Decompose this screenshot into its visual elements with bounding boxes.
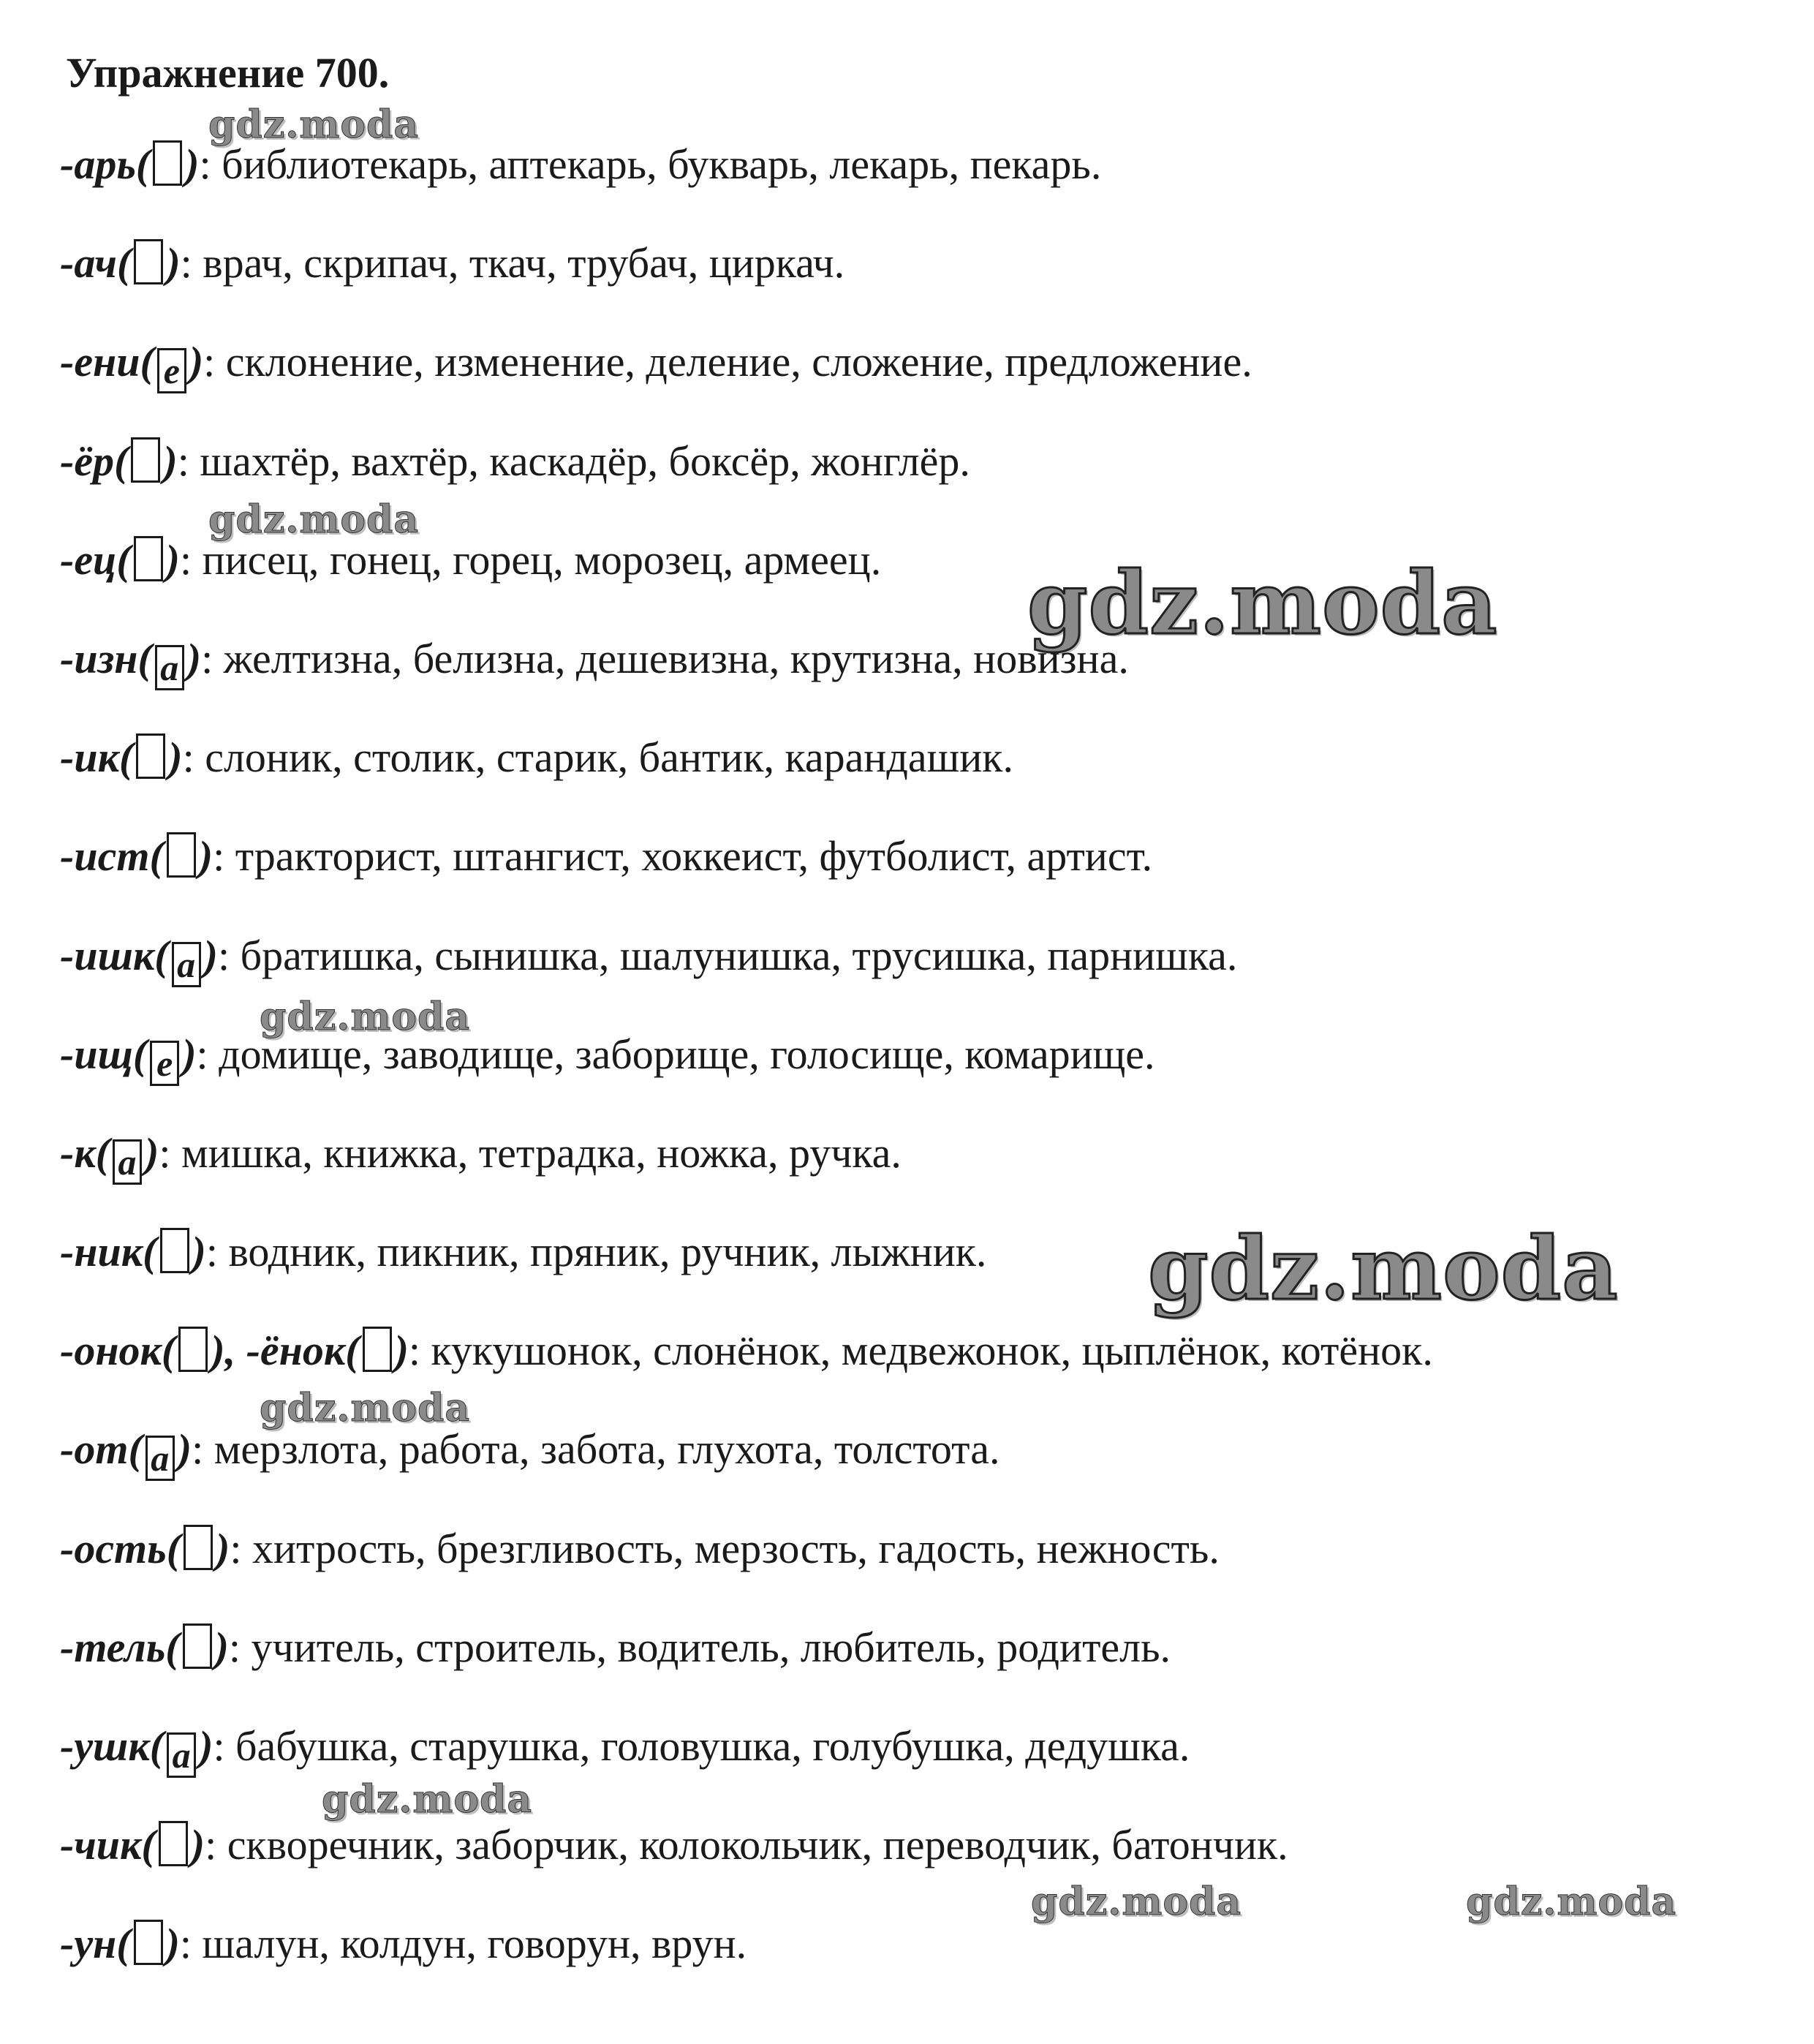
suffix-label: -к — [60, 1128, 96, 1177]
example-words: : врач, скрипач, ткач, трубач, циркач. — [180, 239, 845, 287]
close-paren: ) — [203, 931, 218, 979]
open-paren: ( — [128, 1425, 143, 1474]
example-words: : шалун, колдун, говорун, врун. — [179, 1920, 747, 1968]
suffix-separator: , — [224, 1327, 246, 1375]
open-paren: ( — [117, 239, 132, 287]
suffix-label: -тель — [60, 1623, 166, 1671]
suffix-row — [60, 238, 1785, 336]
close-paren: ) — [177, 1425, 192, 1474]
example-words: : мерзлота, работа, забота, глухота, толстота. — [192, 1425, 1000, 1474]
suffix-label: -онок — [60, 1327, 162, 1375]
example-words: : шахтёр, вахтёр, каскадёр, боксёр, жонглёр. — [177, 437, 970, 485]
suffix-row — [60, 1424, 1785, 1523]
open-paren: ( — [149, 1722, 165, 1770]
watermark: gdz.moda — [1031, 1879, 1242, 1924]
example-words: : хитрость, брезгливость, мерзость, гадость, нежность. — [230, 1524, 1220, 1572]
suffix-label: -ишк — [60, 931, 155, 979]
close-paren: ) — [165, 1920, 180, 1968]
ending-box — [178, 1327, 208, 1372]
close-paren: ) — [211, 1327, 225, 1375]
close-paren: ) — [166, 239, 181, 287]
example-words: : домище, заводище, заборище, голосище, комарище. — [196, 1030, 1155, 1078]
ending-box — [160, 1228, 189, 1273]
open-paren: ( — [116, 1920, 131, 1968]
suffix-row — [60, 139, 1785, 238]
close-paren: ) — [394, 1327, 409, 1375]
close-paren: ) — [168, 733, 183, 782]
close-paren: ) — [189, 338, 204, 386]
suffix-label: -ищ — [60, 1030, 133, 1078]
open-paren: ( — [345, 1327, 360, 1375]
close-paren: ) — [198, 832, 213, 880]
ending-box — [184, 1525, 213, 1570]
suffix-row — [60, 732, 1785, 831]
watermark: gdz.moda — [208, 102, 420, 147]
close-paren: ) — [165, 535, 180, 584]
close-paren: ) — [182, 1030, 197, 1078]
ending-box — [131, 437, 160, 483]
suffix-label: -ун — [60, 1920, 117, 1968]
example-words: : слоник, столик, старик, бантик, карандашик. — [182, 733, 1013, 782]
example-words: : желтизна, белизна, дешевизна, крутизна, новизна. — [201, 634, 1129, 682]
suffix-list — [60, 139, 1785, 2018]
suffix-row — [60, 535, 1785, 633]
open-paren: ( — [135, 140, 151, 188]
suffix-label: -изн — [60, 634, 138, 682]
close-paren: ) — [163, 437, 178, 485]
suffix-label: -ени — [60, 338, 140, 386]
open-paren: ( — [118, 733, 134, 782]
suffix-row — [60, 1721, 1785, 1819]
example-words: : библиотекарь, аптекарь, букварь, лекарь, пекарь. — [199, 140, 1102, 188]
example-words: : тракторист, штангист, хоккеист, футболист, артист. — [213, 832, 1153, 880]
open-paren: ( — [166, 1524, 181, 1572]
close-paren: ) — [192, 1228, 206, 1276]
suffix-label: -арь — [60, 140, 136, 188]
close-paren: ) — [190, 1821, 205, 1869]
open-paren: ( — [140, 338, 154, 386]
open-paren: ( — [137, 634, 152, 682]
suffix-row — [60, 1523, 1785, 1622]
close-paren: ) — [186, 634, 202, 682]
suffix-label: -ик — [60, 733, 119, 782]
suffix-row — [60, 1029, 1785, 1128]
suffix-row — [60, 1128, 1785, 1226]
suffix-row — [60, 1622, 1785, 1721]
ending-box — [363, 1327, 392, 1372]
ending-box — [183, 1623, 212, 1669]
watermark: gdz.moda — [260, 995, 471, 1039]
watermark: gdz.moda — [1027, 552, 1498, 654]
suffix-label: -ёр — [60, 437, 115, 485]
example-words: : склонение, изменение, деление, сложение, предложение. — [203, 338, 1252, 386]
suffix-label: -ушк — [60, 1722, 150, 1770]
ending-box: е — [157, 348, 186, 393]
ending-box — [134, 1920, 163, 1965]
close-paren: ) — [199, 1722, 213, 1770]
watermark: gdz.moda — [1148, 1218, 1619, 1319]
example-words: : скворечник, заборчик, колокольчик, переводчик, батончик. — [205, 1821, 1288, 1869]
exercise-title: Упражнение 700. — [66, 49, 390, 97]
open-paren: ( — [116, 535, 131, 584]
example-words: : кукушонок, слонёнок, медвежонок, цыплёнок, котёнок. — [408, 1327, 1433, 1375]
close-paren: ) — [214, 1623, 229, 1671]
ending-box: а — [155, 645, 184, 690]
watermark: gdz.moda — [208, 497, 420, 542]
ending-box — [167, 832, 196, 878]
watermark: gdz.moda — [322, 1777, 533, 1822]
ending-box: а — [167, 1732, 196, 1778]
open-paren: ( — [149, 832, 164, 880]
example-words: : водник, пикник, пряник, ручник, лыжник. — [205, 1228, 987, 1276]
example-words: : писец, гонец, горец, морозец, армеец. — [179, 535, 882, 584]
open-paren: ( — [161, 1327, 176, 1375]
suffix-label: -ёнок — [246, 1327, 346, 1375]
suffix-label: -чик — [60, 1821, 142, 1869]
suffix-label: -от — [60, 1425, 129, 1474]
ending-box — [159, 1821, 188, 1866]
ending-box: а — [113, 1139, 142, 1185]
close-paren: ) — [185, 140, 200, 188]
ending-box: а — [172, 942, 201, 987]
watermark: gdz.moda — [1466, 1879, 1677, 1924]
close-paren: ) — [216, 1524, 230, 1572]
open-paren: ( — [143, 1228, 157, 1276]
example-words: : братишка, сынишка, шалунишка, трусишка, парнишка. — [217, 931, 1238, 979]
suffix-label: -ость — [60, 1524, 167, 1572]
open-paren: ( — [95, 1128, 110, 1177]
suffix-row — [60, 1918, 1785, 2017]
suffix-label: -ист — [60, 832, 150, 880]
example-words: : мишка, книжка, тетрадка, ножка, ручка. — [159, 1128, 902, 1177]
ending-box: е — [150, 1041, 179, 1086]
suffix-label: -ец — [60, 535, 117, 584]
ending-box — [153, 140, 182, 186]
ending-box — [134, 536, 163, 581]
watermark: gdz.moda — [260, 1386, 471, 1430]
ending-box: а — [146, 1436, 175, 1481]
close-paren: ) — [145, 1128, 159, 1177]
open-paren: ( — [165, 1623, 180, 1671]
ending-box — [136, 733, 165, 779]
example-words: : учитель, строитель, водитель, любитель, родитель. — [228, 1623, 1171, 1671]
open-paren: ( — [132, 1030, 148, 1078]
suffix-label: -ач — [60, 239, 117, 287]
open-paren: ( — [154, 931, 169, 979]
suffix-row — [60, 336, 1785, 435]
suffix-row — [60, 831, 1785, 929]
ending-box — [134, 239, 163, 284]
suffix-label: -ник — [60, 1228, 143, 1276]
open-paren: ( — [114, 437, 129, 485]
example-words: : бабушка, старушка, головушка, голубушка, дедушка. — [213, 1722, 1190, 1770]
open-paren: ( — [141, 1821, 156, 1869]
suffix-row — [60, 633, 1785, 732]
